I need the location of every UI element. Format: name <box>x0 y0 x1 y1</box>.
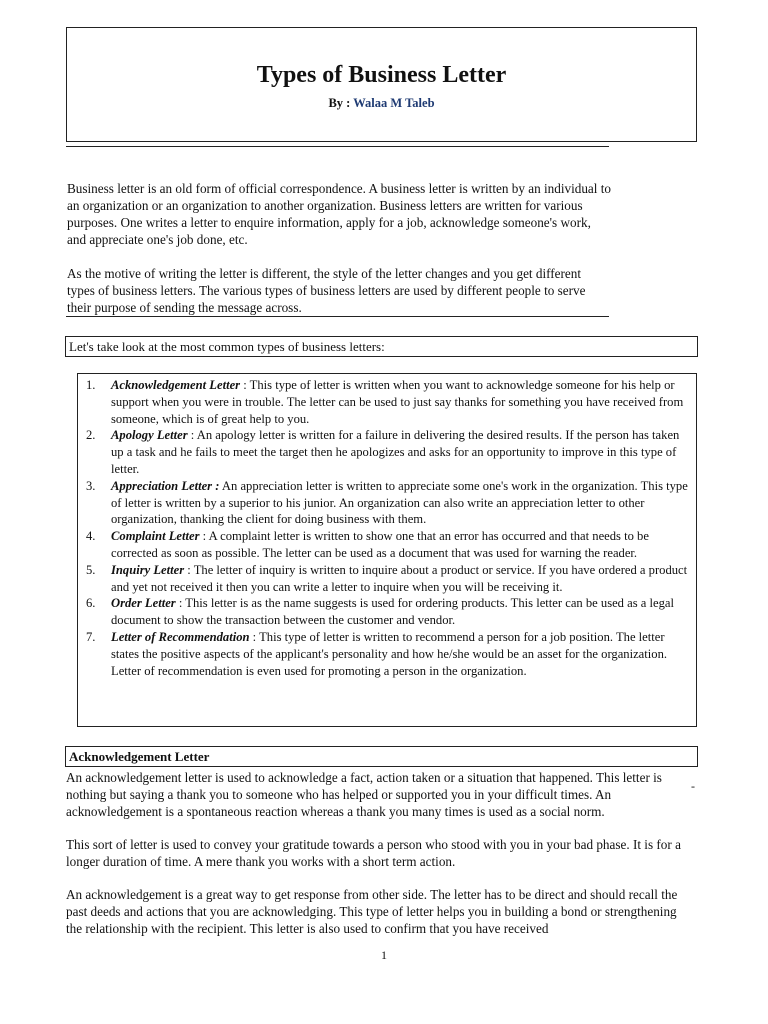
author-name: Walaa M Taleb <box>353 96 435 110</box>
page-number: 1 <box>381 948 387 962</box>
letter-types-list <box>86 377 692 679</box>
list-item: 1. Acknowledgement Letter : This type of letter is written when you want to acknowledge someone for his help or support when you were in trouble. The letter can be used to just say thanks for something you have received from someone, which is of great help to you. <box>86 378 684 426</box>
intro-paragraph-2: As the motive of writing the letter is different, the style of the letter changes and you get different types of business letters. The various types of business letters are used by different people to serve their purpose of sending the message across. <box>67 266 586 315</box>
letter-type-term: Acknowledgement Letter <box>111 378 241 392</box>
lead-sentence: Let's take look at the most common types of business letters: <box>65 336 698 357</box>
section-heading: Acknowledgement Letter <box>65 746 698 767</box>
list-item: 4. Complaint Letter : A complaint letter is written to show one that an error has occurred and that needs to be corrected as soon as possible. The letter can be used as a document that was used for warning the reader. <box>86 529 649 560</box>
letter-type-term: Letter of Recommendation <box>111 629 250 644</box>
letter-type-term: Complaint Letter <box>111 529 200 544</box>
list-item: 7. Letter of Recommendation : This type of letter is written to recommend a person for a job position. The letter states the positive aspects of the applicant's personality and how he/she would be an asset for the organization. Letter of recommendation is even used for promoting a person in the organization. <box>86 629 668 678</box>
letter-types-box <box>77 373 697 727</box>
letter-type-term: Inquiry Letter <box>111 562 185 577</box>
list-item: 2. Apology Letter : An apology letter is written for a failure in delivering the desired results. If the person has taken up a task and he fails to meet the target then he apologizes and asks for an opportunity to improve in this type of letter. <box>86 428 680 476</box>
letter-type-term: Order Letter <box>111 596 176 611</box>
letter-type-term: Apology Letter <box>111 428 188 443</box>
section-paragraph-2: This sort of letter is used to convey your gratitude towards a person who stood with you in your bad phase. It is for a longer duration of time. A mere thank you works with a short term action. <box>66 837 681 869</box>
title-box <box>66 27 697 142</box>
section-paragraph-3: An acknowledgement is a great way to get response from other side. The letter has to be direct and should recall the past deeds and actions that you are acknowledging. This type of letter helps you in building a bond or strengthening the relationship with the recipient. This letter is also used to confirm that you have received <box>66 887 678 936</box>
document-title: Types of Business Letter <box>256 62 507 88</box>
list-item: 3. Appreciation Letter : An appreciation letter is written to appreciate some one's work in the organization. This type of letter is written by a superior to his junior. An organization can also write an appreciation letter to other organization, thanking the client for doing business with them. <box>86 478 688 527</box>
list-item: 6. Order Letter : This letter is as the name suggests is used for ordering products. This letter can be used as a legal document to show the transaction between the customer and vendor. <box>86 596 674 628</box>
section-paragraph-1: An acknowledgement letter is used to acknowledge a fact, action taken or a situation that happened. This letter is nothing but saying a thank you to someone who has helped or supported you in your difficult times. An acknowledgement is a spontaneous reaction whereas a thank you many times is used as a social norm. <box>66 770 662 819</box>
by-label: By : <box>328 96 351 110</box>
title-underline <box>66 146 609 147</box>
byline <box>67 96 696 111</box>
intro-underline <box>66 316 609 317</box>
letter-type-term: Appreciation Letter : <box>111 478 220 493</box>
list-item: 5. Inquiry Letter : The letter of inquiry is written to inquire about a product or service. If you have ordered a product and yet not received it then you can write a letter to inquire when you will be receiving it. <box>86 562 688 594</box>
margin-mark: - <box>691 779 695 793</box>
intro-paragraph-1: Business letter is an old form of official correspondence. A business letter is written by an individual to an organization or an organization to another organization. Business letters are written for various purposes. One writes a letter to enquire information, apply for a job, acknowledge someone's work, and appreciate one's job done, etc. <box>67 181 611 247</box>
